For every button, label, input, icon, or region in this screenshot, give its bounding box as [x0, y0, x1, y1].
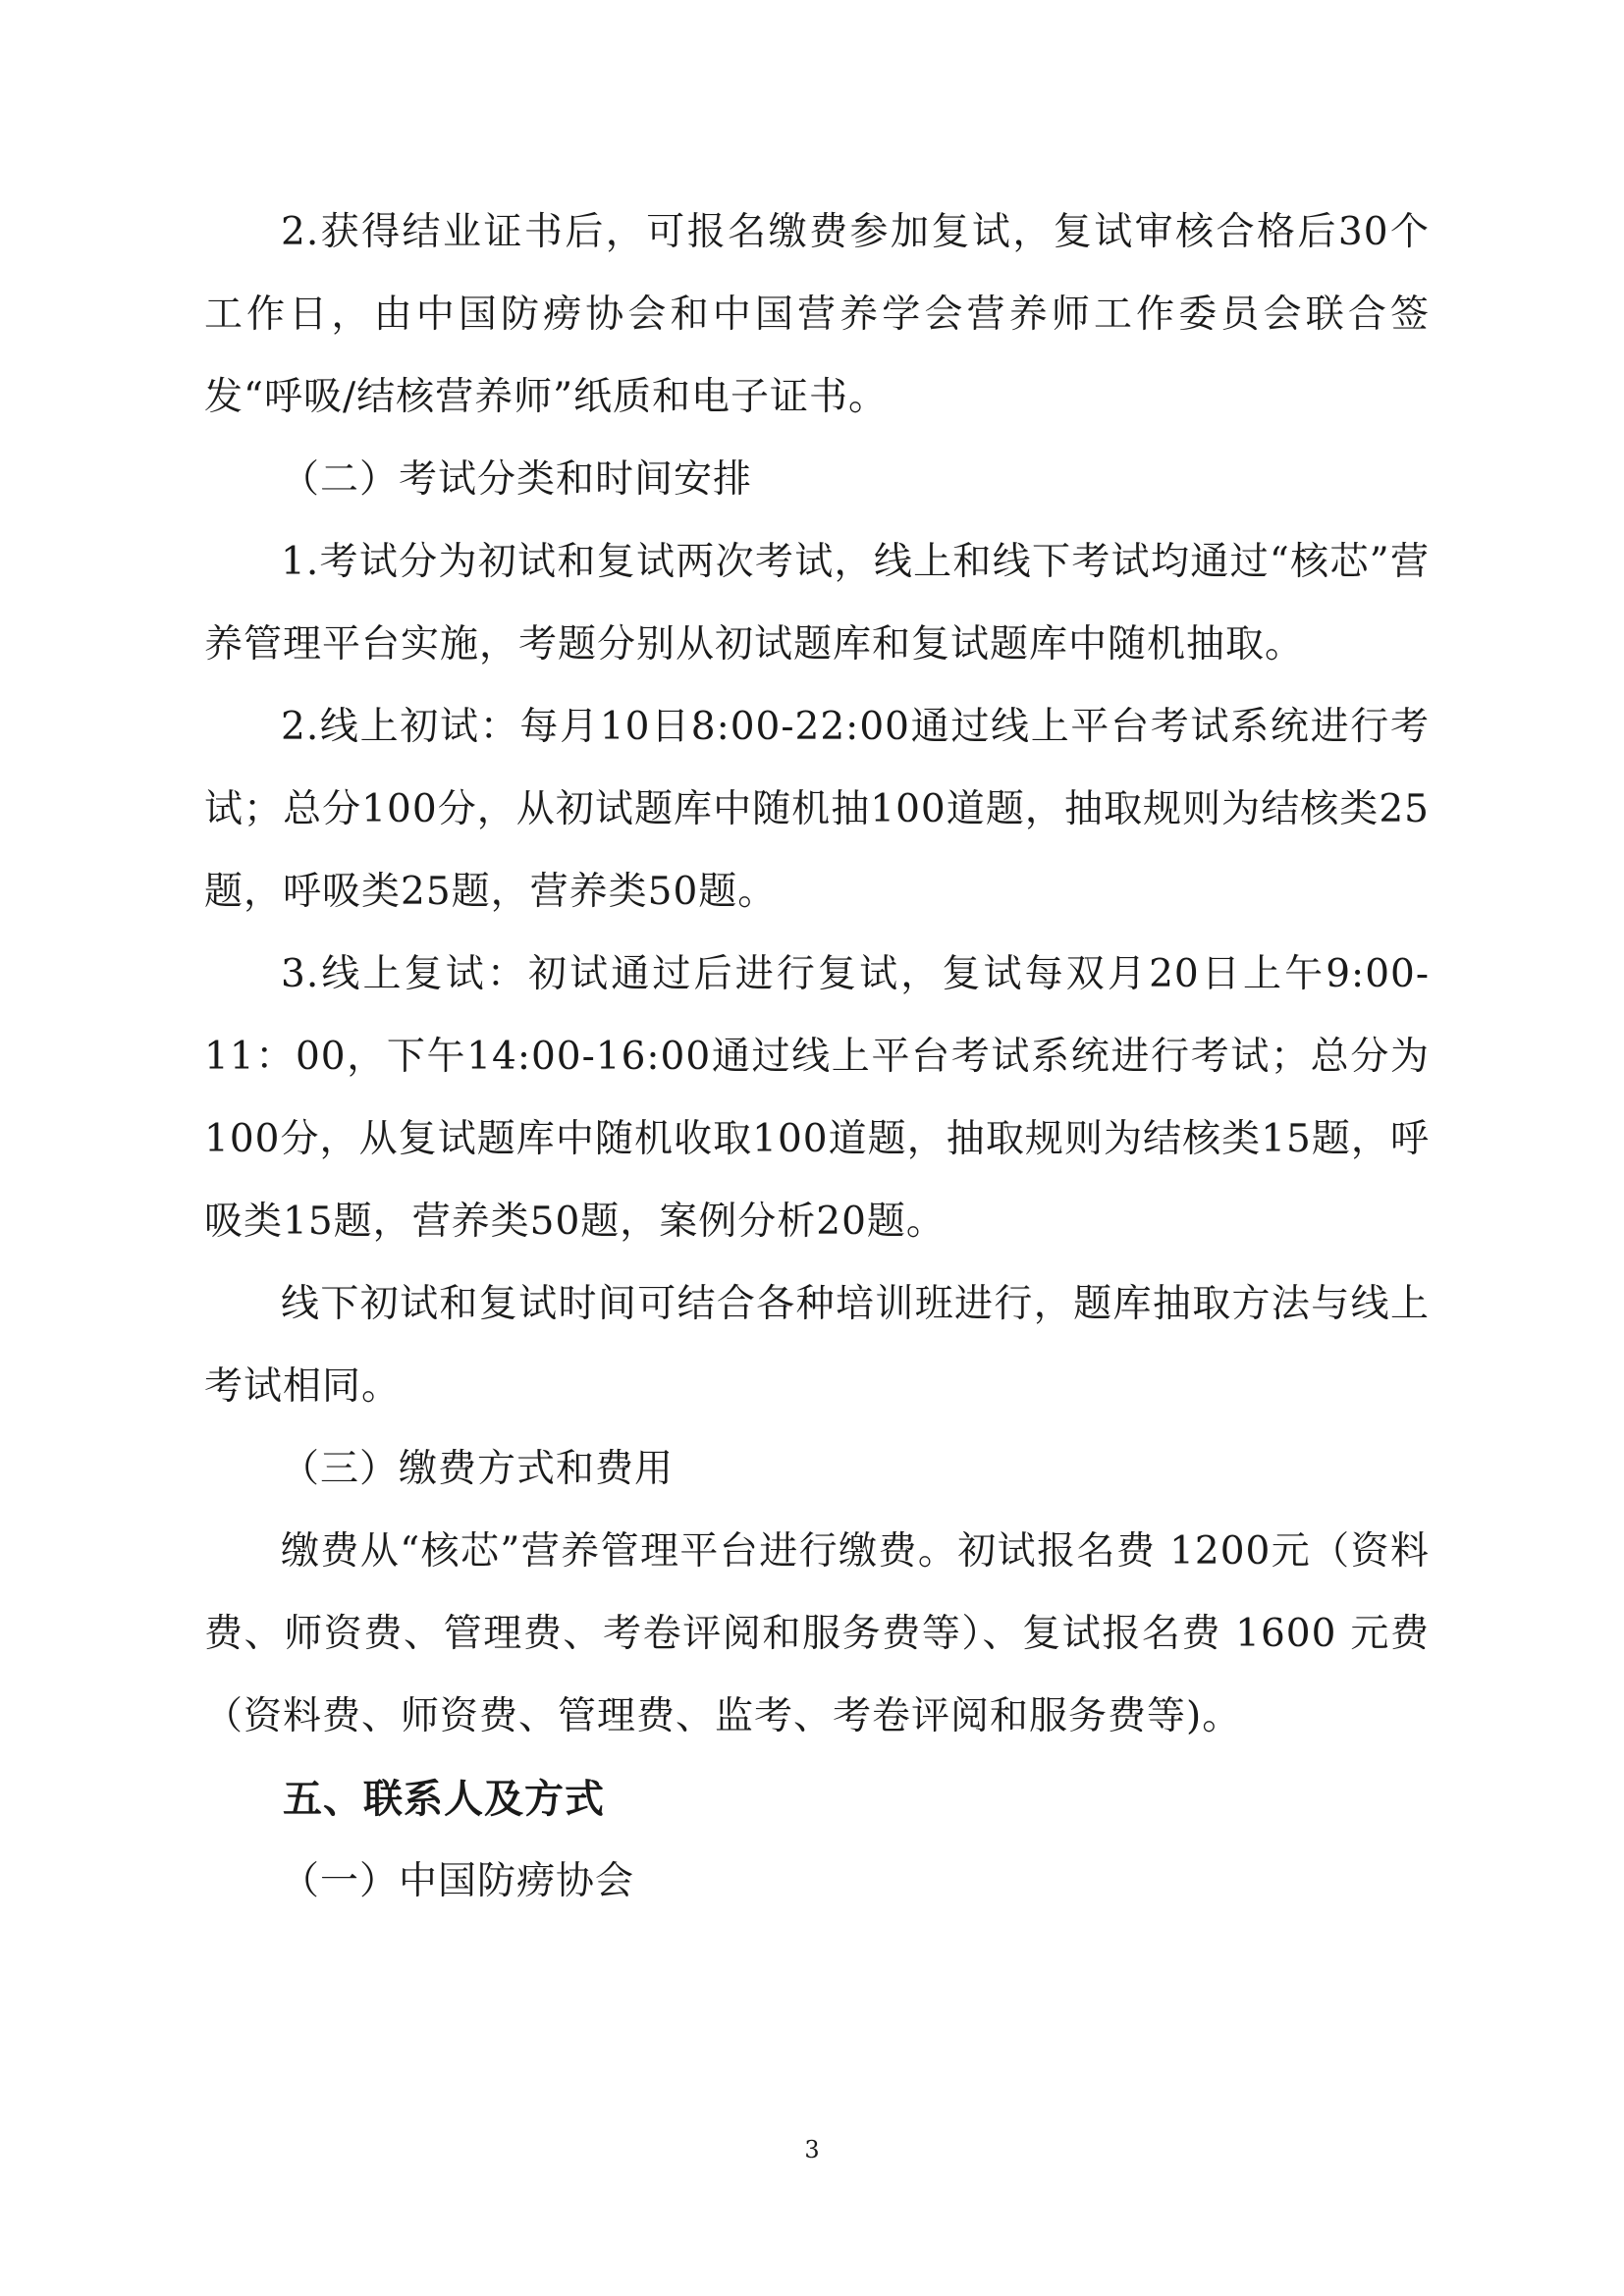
section-heading-fees: （三）缴费方式和费用 — [281, 1447, 675, 1491]
paragraph-online-reexam: 3.线上复试：初试通过后进行复试，复试每双月20日上午9:00-11：00，下午14:00-16:00通过线上平台考试系统进行考试；总分为100分，从复试题库中随机收取100道题，抽取规则为结核类15题，呼吸类15题，营养类50题，案例分析20题。 — [204, 952, 1430, 1244]
paragraph-online-first-exam: 2.线上初试：每月10日8:00-22:00通过线上平台考试系统进行考试；总分100分，从初试题库中随机抽100道题，抽取规则为结核类25题，呼吸类25题，营养类50题。 — [204, 705, 1430, 914]
paragraph-exam-types: 1.考试分为初试和复试两次考试，线上和线下考试均通过“核芯”营养管理平台实施，考题分别从初试题库和复试题库中随机抽取。 — [204, 540, 1430, 667]
body-text — [204, 191, 1430, 1923]
section-heading-association: （一）中国防痨协会 — [281, 1859, 635, 1903]
paragraph-certificate-reexam: 2.获得结业证书后，可报名缴费参加复试，复试审核合格后30个工作日，由中国防痨协会和中国营养学会营养师工作委员会联合签发“呼吸/结核营养师”纸质和电子证书。 — [204, 210, 1430, 419]
paragraph-offline-exam: 线下初试和复试时间可结合各种培训班进行，题库抽取方法与线上考试相同。 — [204, 1282, 1430, 1409]
section-heading-exam-schedule: （二）考试分类和时间安排 — [281, 457, 753, 502]
section-heading-contacts: 五、联系人及方式 — [283, 1777, 605, 1822]
page-number: 3 — [804, 2136, 820, 2163]
paragraph-fee-details: 缴费从“核芯”营养管理平台进行缴费。初试报名费 1200元（资料费、师资费、管理费、考卷评阅和服务费等）、复试报名费 1600 元费（资料费、师资费、管理费、监考、考卷评阅和服务费等)。 — [204, 1529, 1430, 1738]
